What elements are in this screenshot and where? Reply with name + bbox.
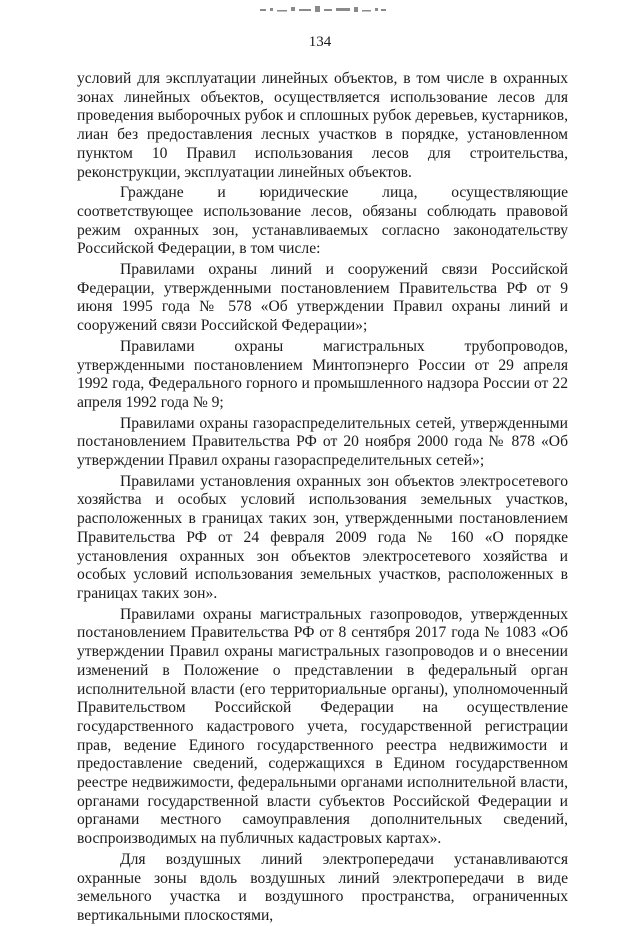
- paragraph-communication-lines-rules: Правилами охраны линий и сооружений связи Российской Федерации, утвержденными постановлением Правительства РФ от 9 июня 1995 года № 578 «Об утверждении Правил охраны линий и сооружений связи Российской Федерации»;: [77, 261, 568, 335]
- paragraph-overhead-power-lines: Для воздушных линий электропередачи устанавливаются охранные зоны вдоль воздушных линий электропередачи в виде земельного участка и воздушного пространства, ограниченных вертикальными плоскостями,: [77, 850, 568, 924]
- paragraph-gas-distribution-rules: Правилами охраны газораспределительных сетей, утвержденными постановлением Правительства РФ от 20 ноября 2000 года № 878 «Об утверждении Правил охраны газораспределительных сетей»;: [77, 414, 568, 470]
- paragraph-electric-grid-zones-rules: Правилами установления охранных зон объектов электросетевого хозяйства и особых условий использования земельных участков, расположенных в границах таких зон, утвержденными постановлением Правительства РФ от 24 февраля 2009 года № 160 «О порядке установления охранных зон объектов электросетевого хозяйства и особых условий использования земельных участков, расположенных в границах таких зон».: [77, 472, 568, 602]
- scan-artifact-mark: [258, 4, 388, 16]
- page-number: 134: [308, 34, 332, 50]
- paragraph-trunk-pipelines-rules: Правилами охраны магистральных трубопроводов, утвержденными постановлением Минтопэнерго России от 29 апреля 1992 года, Федерального горного и промышленного надзора России от 22 апреля 1992 года № 9;: [77, 337, 568, 411]
- paragraph-linear-objects-continuation: условий для эксплуатации линейных объектов, в том числе в охранных зонах линейных объектов, осуществляется использование лесов для проведения выборочных рубок и сплошных рубок деревьев, кустарников, лиан без предоставления лесных участков в порядке, установленном пунктом 10 Правил использования лесов для строительства, реконструкции, эксплуатации линейных объектов.: [77, 70, 568, 181]
- document-body: [77, 70, 568, 926]
- paragraph-trunk-gas-pipelines-rules: Правилами охраны магистральных газопроводов, утвержденных постановлением Правительства РФ от 8 сентября 2017 года № 1083 «Об утверждении Правил охраны магистральных газопроводов и о внесении изменений в Положение о представлении в федеральный орган исполнительной власти (его территориальные органы), уполномоченный Правительством Российской Федерации на осуществление государственного кадастрового учета, государственной регистрации прав, ведение Единого государственного реестра недвижимости и предоставление сведений, содержащихся в Едином государственном реестре недвижимости, федеральными органами исполнительной власти, органами государственной власти субъектов Российской Федерации и органами местного самоуправления дополнительных сведений, воспроизводимых на публичных кадастровых картах».: [77, 605, 568, 848]
- paragraph-citizens-obligations: Граждане и юридические лица, осуществляющие соответствующее использование лесов, обязаны соблюдать правовой режим охранных зон, устанавливаемых согласно законодательству Российской Федерации, в том числе:: [77, 184, 568, 258]
